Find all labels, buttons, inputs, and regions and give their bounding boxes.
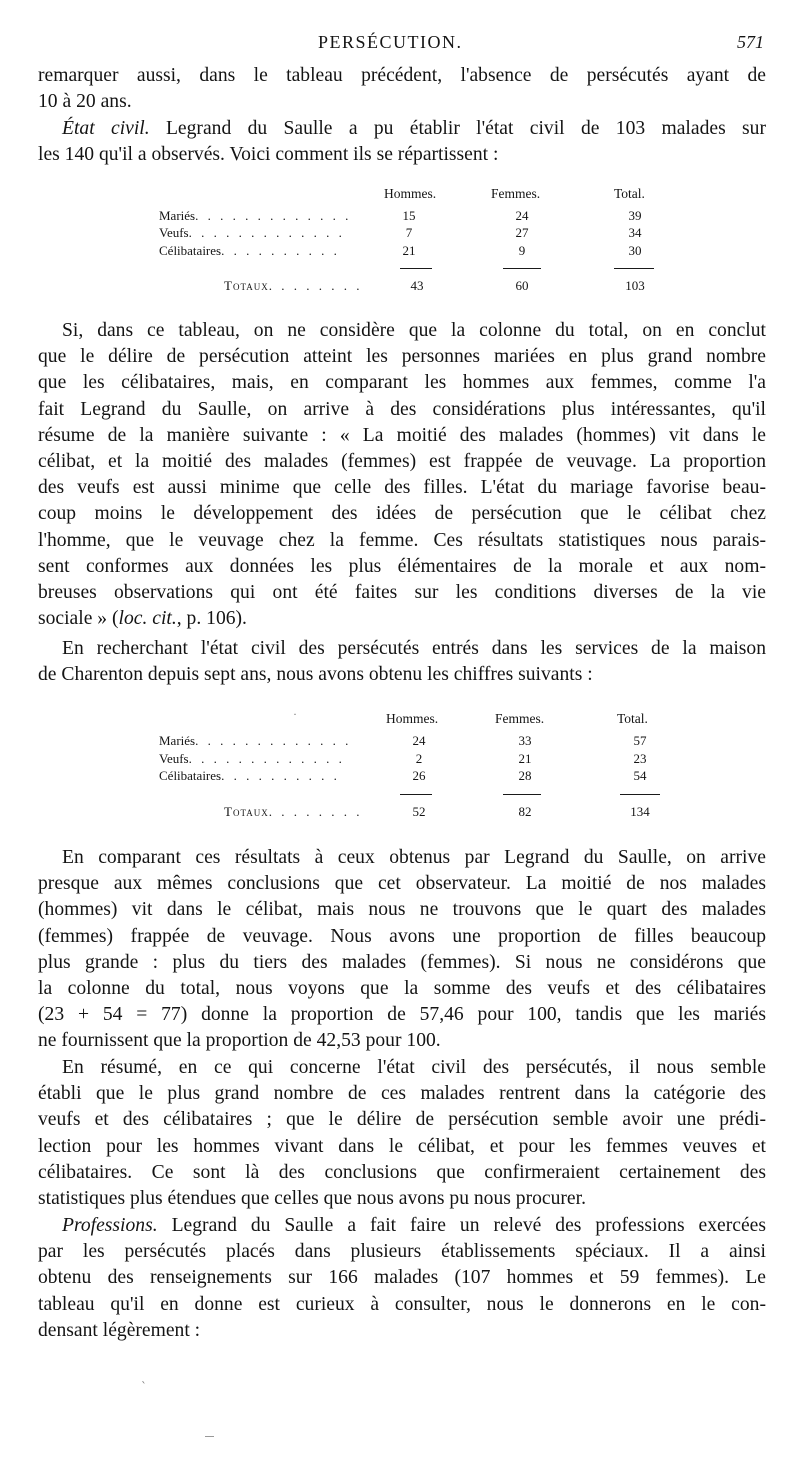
text-line: de Charenton depuis sept ans, nous avons obtenu les chiffres suivants : — [38, 664, 593, 686]
text-line: 10 à 20 ans. — [38, 91, 132, 113]
leader-dots: . . . . . . . . . . . . . — [188, 751, 345, 766]
table-cell: 24 — [412, 733, 426, 748]
ink-dash — [205, 1436, 214, 1437]
text-line: obtenu des renseignements sur 166 malades (107 hommes et 59 femmes). Le — [38, 1267, 766, 1289]
leader-dots: . . . . . . . . . . . . . — [195, 733, 352, 748]
text-line: ne fournissent que la proportion de 42,53 pour 100. — [38, 1030, 441, 1052]
text-fragment: Legrand du Saulle a pu établir l'état civil de 103 malades sur — [165, 118, 766, 139]
total-label-text: Totaux — [224, 278, 269, 293]
row-label — [159, 733, 351, 749]
table-cell: 9 — [518, 243, 526, 258]
text-line: veufs et des célibataires ; que le délire de persécution semble avoir une prédi- — [38, 1109, 766, 1131]
ink-speck: ˋ — [141, 1380, 147, 1394]
leader-dots: . . . . . . . . . . . . . — [188, 225, 345, 240]
table-cell: 30 — [628, 243, 642, 258]
text-line: lection pour les hommes vivant dans le célibat, et pour les femmes veuves et — [38, 1135, 766, 1157]
total-cell: 43 — [410, 278, 424, 293]
row-label-text: Mariés — [159, 208, 196, 223]
text-line: établi que le plus grand nombre de ces malades rentrent dans la catégorie des — [38, 1083, 766, 1105]
text-line: remarquer aussi, dans le tableau précédent, l'absence de persécutés ayant de — [38, 65, 766, 86]
paragraph-summary — [38, 1055, 766, 1212]
total-cell: 134 — [630, 804, 650, 819]
total-cell: 82 — [518, 804, 532, 819]
text-line: résume de la manière suivante : « La moitié des malades (hommes) vit dans le — [38, 424, 766, 446]
ink-speck: · — [293, 707, 297, 721]
table-cell: 23 — [633, 751, 647, 766]
sum-rule — [620, 794, 660, 795]
text-line: par les persécutés placés dans plusieurs établissements spéciaux. Il a ainsi — [38, 1241, 766, 1263]
row-label-text: Célibataires — [159, 243, 222, 258]
table-cell: 34 — [628, 225, 642, 240]
text-line: (23 + 54 = 77) donne la proportion de 57,46 pour 100, tandis que les mariés — [38, 1004, 766, 1026]
text-fragment: Legrand du Saulle a fait faire un relevé des professions exercées — [171, 1215, 766, 1236]
paragraph-comparison — [38, 845, 766, 1055]
row-label — [159, 751, 345, 767]
column-header: Hommes. — [386, 711, 439, 726]
table-cell: 21 — [402, 243, 416, 258]
table-cell: 21 — [518, 751, 532, 766]
leader-dots: . . . . . . . . — [268, 804, 363, 819]
sum-rule — [400, 794, 432, 795]
sum-rule — [503, 794, 541, 795]
text-line: que le délire de persécution atteint les personnes mariées en plus grand nombre — [38, 346, 766, 368]
text-line: En recherchant l'état civil des persécutés entrés dans les services de la maison — [62, 638, 766, 659]
paragraph-professions — [38, 1213, 766, 1344]
column-header: Femmes. — [495, 711, 545, 726]
text-line: célibat, et la moitié des malades (femmes) est frappée de veuvage. La proportion — [38, 451, 766, 473]
text-line: (hommes) vit dans le célibat, mais nous ne trouvons que le quart des malades — [38, 899, 766, 921]
text-fragment: sociale » ( — [38, 608, 119, 630]
row-label-text: Célibataires — [159, 768, 222, 783]
text-line: que les célibataires, mais, en comparant les hommes aux femmes, comme l'a — [38, 372, 766, 394]
text-line: l'homme, que le veuvage chez la femme. Ces résultats statistiques nous parais- — [38, 529, 766, 551]
citation: loc. cit. — [118, 608, 177, 630]
column-header: Femmes. — [491, 186, 541, 201]
row-label-text: Veufs — [159, 225, 189, 240]
text-line: plus grande : plus du tiers des malades (femmes). Si nous ne considérons que — [38, 951, 766, 973]
text-line: les 140 qu'il a observés. Voici comment ils se répartissent : — [38, 144, 499, 166]
row-label-text: Mariés — [159, 733, 196, 748]
total-cell: 52 — [412, 804, 426, 819]
total-cell: 60 — [515, 278, 529, 293]
leader-dots: . . . . . . . . — [268, 278, 363, 293]
page-number: 571 — [737, 32, 764, 52]
text-line: fait Legrand du Saulle, on arrive à des considérations plus intéressantes, qu'il — [38, 398, 766, 420]
row-label-text: Veufs — [159, 751, 189, 766]
text-line: des veufs est aussi minime que celle des filles. L'état du mariage favorise beau- — [38, 477, 766, 499]
section-lead-etat-civil: État civil. — [62, 118, 150, 139]
leader-dots: . . . . . . . . . . . . . — [195, 208, 352, 223]
text-line: breuses observations qui ont été faites sur les conditions diverses de la vie — [38, 582, 766, 604]
text-line: statistiques plus étendues que celles que nous avons pu nous procurer. — [38, 1188, 586, 1210]
table-cell: 33 — [518, 733, 532, 748]
table-cell: 39 — [628, 208, 642, 223]
text-line: la colonne du total, nous voyons que la somme des veufs et des célibataires — [38, 978, 766, 1000]
column-header: Hommes. — [384, 186, 437, 201]
row-label — [159, 768, 340, 784]
column-header: Total. — [614, 186, 645, 201]
leader-dots: . . . . . . . . . . — [221, 768, 340, 783]
table-cell: 15 — [402, 208, 416, 223]
table-cell: 57 — [633, 733, 647, 748]
text-line: presque aux mêmes conclusions que cet observateur. La moitié de nos malades — [38, 873, 766, 895]
running-title: PERSÉCUTION. — [318, 32, 463, 52]
table-cell: 2 — [415, 751, 423, 766]
table-cell: 28 — [518, 768, 532, 783]
text-line: (femmes) frappée de veuvage. Nous avons une proportion de filles beaucoup — [38, 925, 766, 947]
table-cell: 26 — [412, 768, 426, 783]
text-line: densant légèrement : — [38, 1319, 201, 1341]
leader-dots: . . . . . . . . . . — [221, 243, 340, 258]
text-line: En comparant ces résultats à ceux obtenus par Legrand du Saulle, on arrive — [62, 847, 766, 868]
total-cell: 103 — [625, 278, 645, 293]
text-line — [38, 1213, 766, 1239]
total-row-label — [224, 804, 362, 820]
table-cell: 54 — [633, 768, 647, 783]
text-line: En résumé, en ce qui concerne l'état civil des persécutés, il nous semble — [62, 1057, 766, 1078]
text-line: tableau qu'il en donne est curieux à consulter, nous le donnerons en le con- — [38, 1293, 766, 1315]
table-cell: 27 — [515, 225, 529, 240]
table-cell: 7 — [405, 225, 413, 240]
text-line: sent conformes aux données les plus élémentaires de la morale et aux nom- — [38, 555, 766, 577]
column-header: Total. — [617, 711, 648, 726]
text-line: coup moins le développement des idées de persécution que le célibat chez — [38, 503, 766, 525]
table-cell: 24 — [515, 208, 529, 223]
text-line: Si, dans ce tableau, on ne considère que la colonne du total, on en conclut — [62, 320, 766, 341]
total-label-text: Totaux — [224, 804, 269, 819]
section-lead-professions: Professions. — [62, 1215, 158, 1236]
text-fragment: , p. 106). — [176, 608, 247, 630]
text-line: célibataires. Ce sont là des conclusions que confirmeraient certainement des — [38, 1161, 766, 1183]
